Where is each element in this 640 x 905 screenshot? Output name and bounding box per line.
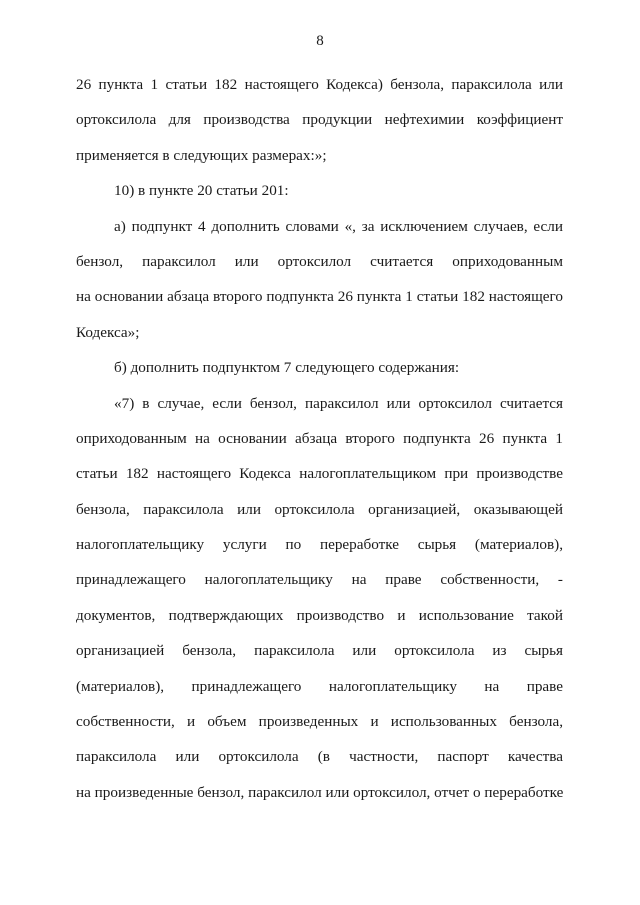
text-line: применяется в следующих размерах:»; — [76, 146, 327, 164]
text-line: (материалов), принадлежащего налогоплательщику на праве — [76, 677, 563, 695]
text-line: принадлежащего налогоплательщику на праве собственности, - — [76, 571, 563, 589]
text-line: оприходованным на основании абзаца второго подпункта 26 пункта 1 — [76, 429, 563, 447]
document-body — [76, 70, 563, 813]
text-line: «7) в случае, если бензол, параксилол или ортоксилол считается — [114, 394, 563, 412]
text-line: документов, подтверждающих производство и использование такой — [76, 606, 563, 624]
text-line: 10) в пункте 20 статьи 201: — [114, 182, 289, 200]
text-line: организацией бензола, параксилола или ортоксилола из сырья — [76, 642, 563, 660]
text-line: бензол, параксилол или ортоксилол считается оприходованным — [76, 252, 563, 270]
text-line: статьи 182 настоящего Кодекса налогоплательщиком при производстве — [76, 465, 563, 483]
text-line: налогоплательщику услуги по переработке сырья (материалов), — [76, 536, 563, 554]
text-line: бензола, параксилола или ортоксилола организацией, оказывающей — [76, 500, 563, 518]
text-line: ортоксилола для производства продукции нефтехимии коэффициент — [76, 111, 563, 129]
text-line: параксилола или ортоксилола (в частности, паспорт качества — [76, 748, 563, 766]
text-line: на основании абзаца второго подпункта 26 пункта 1 статьи 182 настоящего — [76, 288, 563, 306]
text-line: на произведенные бензол, параксилол или ортоксилол, отчет о переработке — [76, 783, 564, 801]
text-line: Кодекса»; — [76, 323, 140, 341]
text-line: б) дополнить подпунктом 7 следующего содержания: — [114, 359, 460, 377]
text-line: а) подпункт 4 дополнить словами «, за исключением случаев, если — [114, 217, 563, 235]
text-line: 26 пункта 1 статьи 182 настоящего Кодекса) бензола, параксилола или — [76, 76, 563, 93]
text-line: собственности, и объем произведенных и использованных бензола, — [76, 713, 563, 731]
page-number: 8 — [316, 33, 324, 49]
